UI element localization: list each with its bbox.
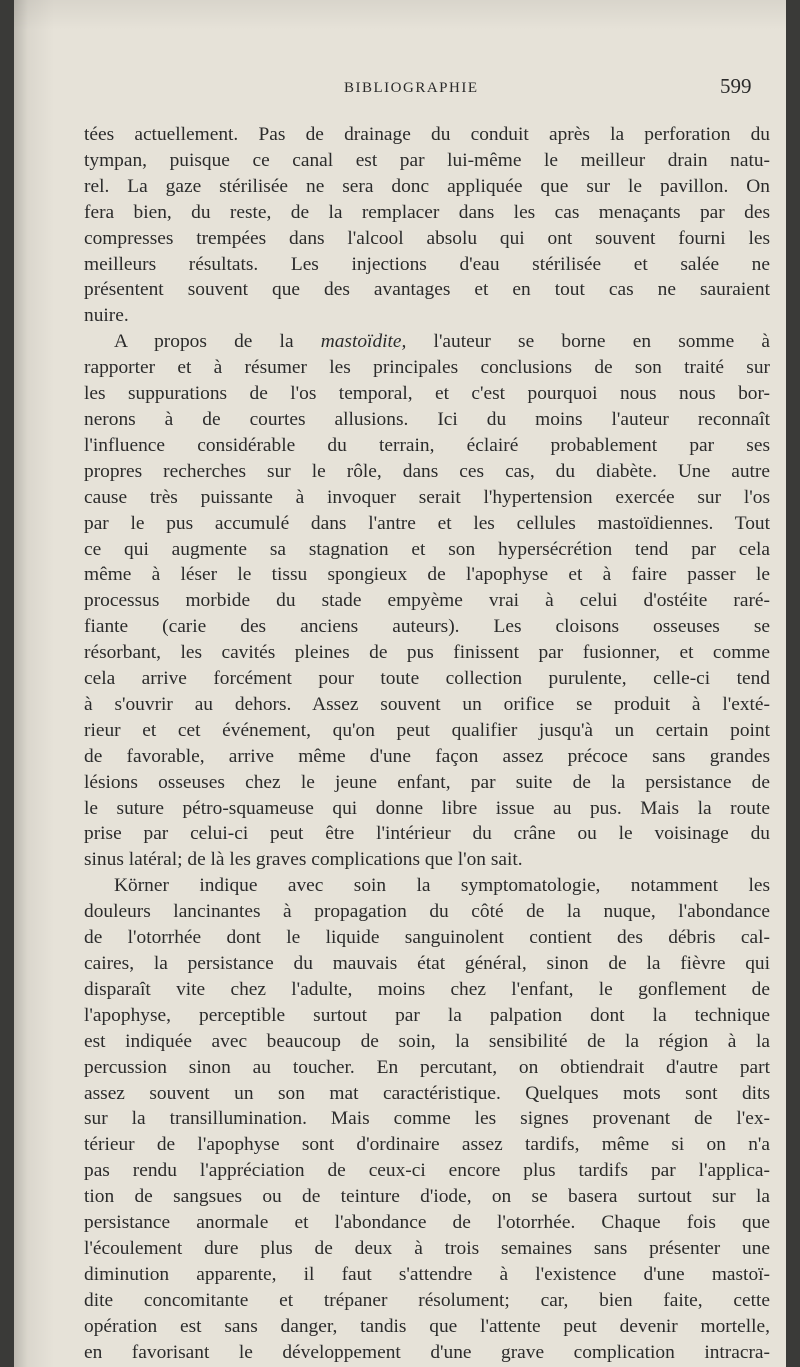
- text-line: opération est sans danger, tandis que l'attente peut devenir mortelle,: [84, 1315, 770, 1337]
- text-line: même à léser le tissu spongieux de l'apophyse et à faire passer le: [84, 564, 770, 586]
- text-line: tées actuellement. Pas de drainage du conduit après la perforation du: [84, 124, 770, 145]
- text-line: meilleurs résultats. Les injections d'eau stérilisée et salée ne: [84, 253, 770, 275]
- text-line: [84, 329, 770, 355]
- paragraph-korner: [84, 873, 770, 1365]
- text-line: nuire.: [84, 305, 129, 327]
- text-line: pas rendu l'appréciation de ceux-ci encore plus tardifs par l'applica-: [84, 1160, 770, 1182]
- text-line: nerons à de courtes allusions. Ici du moins l'auteur reconnaît: [84, 408, 770, 430]
- text-line: l'influence considérable du terrain, éclairé probablement par ses: [84, 434, 770, 456]
- text-line: l'écoulement dure plus de deux à trois semaines sans présenter une: [84, 1237, 770, 1259]
- text-line: tion de sangsues ou de teinture d'iode, on se basera surtout sur la: [84, 1186, 770, 1208]
- text-line: de l'otorrhée dont le liquide sanguinolent contient des débris cal-: [84, 927, 770, 949]
- text-line: rieur et cet événement, qu'on peut qualifier jusqu'à un certain point: [84, 719, 770, 741]
- text-line: prise par celui-ci peut être l'intérieur du crâne ou le voisinage du: [84, 823, 770, 845]
- text-line: cause très puissante à invoquer serait l'hypertension exercée sur l'os: [84, 486, 770, 508]
- book-page: [14, 0, 786, 1367]
- text-line: l'apophyse, perceptible surtout par la palpation dont la technique: [84, 1004, 770, 1026]
- text-line: dite concomitante et trépaner résolument; car, bien faite, cette: [84, 1289, 770, 1311]
- text-run: l'auteur se borne en somme à: [406, 331, 771, 353]
- text-line: caires, la persistance du mauvais état général, sinon de la fièvre qui: [84, 953, 770, 974]
- text-line: ce qui augmente sa stagnation et son hypersécrétion tend par cela: [84, 538, 770, 560]
- text-line: résorbant, les cavités pleines de pus finissent par fusionner, et comme: [84, 642, 770, 664]
- text-line: disparaît vite chez l'adulte, moins chez l'enfant, le gonflement de: [84, 978, 770, 1000]
- text-line: à s'ouvrir au dehors. Assez souvent un orifice se produit à l'exté-: [84, 693, 770, 715]
- page-number: 599: [720, 74, 752, 98]
- italic-term: mastoïdite,: [320, 331, 407, 353]
- text-line: Körner indique avec soin la symptomatologie, notamment les: [114, 875, 770, 897]
- text-line: rapporter et à résumer les principales conclusions de son traité sur: [84, 357, 770, 379]
- text-line: tympan, puisque ce canal est par lui-même le meilleur drain natu-: [84, 149, 770, 171]
- text-line: diminution apparente, il faut s'attendre à l'existence d'une mastoï-: [84, 1263, 770, 1285]
- text-line: les suppurations de l'os temporal, et c'est pourquoi nous nous bor-: [84, 383, 770, 405]
- text-line: assez souvent un son mat caractéristique. Quelques mots sont dits: [84, 1082, 770, 1104]
- body-text: [84, 122, 770, 1366]
- paragraph-drainage: [84, 122, 770, 329]
- text-line: compresses trempées dans l'alcool absolu qui ont souvent fourni les: [84, 227, 770, 249]
- text-line: percussion sinon au toucher. En percutant, on obtiendrait d'autre part: [84, 1056, 770, 1078]
- text-run: A propos de la: [114, 331, 321, 353]
- text-line: rel. La gaze stérilisée ne sera donc appliquée que sur le pavillon. On: [84, 175, 770, 197]
- text-line: par le pus accumulé dans l'antre et les cellules mastoïdiennes. Tout: [84, 512, 770, 534]
- text-line: persistance anormale et l'abondance de l'otorrhée. Chaque fois que: [84, 1212, 770, 1234]
- text-line: sinus latéral; de là les graves complications que l'on sait.: [84, 849, 523, 871]
- text-line: douleurs lancinantes à propagation du côté de la nuque, l'abondance: [84, 901, 770, 923]
- text-line: lésions osseuses chez le jeune enfant, par suite de la persistance de: [84, 771, 770, 793]
- page-header: [14, 74, 786, 104]
- running-title: BIBLIOGRAPHIE: [344, 80, 479, 96]
- text-line: fera bien, du reste, de la remplacer dans les cas menaçants par des: [84, 201, 770, 223]
- text-line: en favorisant le développement d'une grave complication intracra-: [84, 1341, 770, 1363]
- text-line: térieur de l'apophyse sont d'ordinaire assez tardifs, même si on n'a: [84, 1134, 770, 1156]
- text-line: propres recherches sur le rôle, dans ces cas, du diabète. Une autre: [84, 460, 770, 482]
- text-line: fiante (carie des anciens auteurs). Les cloisons osseuses se: [84, 616, 770, 638]
- text-line: sur la transillumination. Mais comme les signes provenant de l'ex-: [84, 1108, 770, 1130]
- paragraph-mastoidite: [84, 329, 770, 873]
- text-line: le suture pétro-squameuse qui donne libre issue au pus. Mais la route: [84, 797, 770, 819]
- text-line: présentent souvent que des avantages et en tout cas ne sauraient: [84, 279, 770, 301]
- text-line: de favorable, arrive même d'une façon assez précoce sans grandes: [84, 745, 770, 767]
- text-line: processus morbide du stade empyème vrai à celui d'ostéite raré-: [84, 590, 770, 612]
- text-line: est indiquée avec beaucoup de soin, la sensibilité de la région à la: [84, 1030, 770, 1052]
- text-line: cela arrive forcément pour toute collection purulente, celle-ci tend: [84, 668, 770, 690]
